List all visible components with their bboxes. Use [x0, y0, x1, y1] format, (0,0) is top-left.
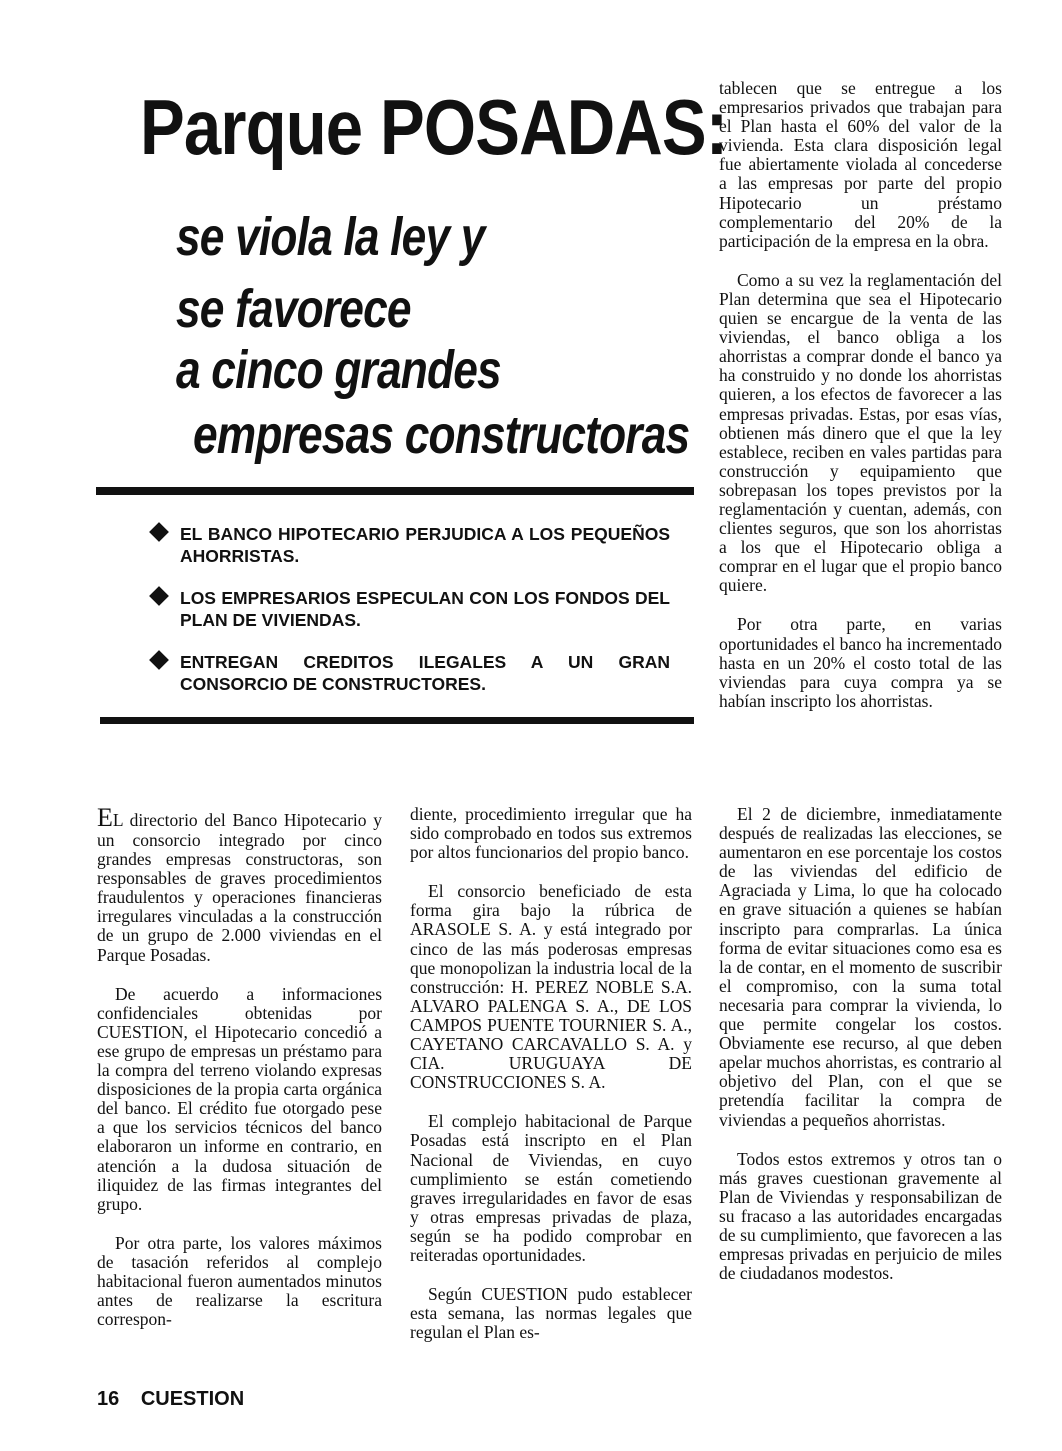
- paragraph: El complejo habitacional de Parque Posadas está inscripto en el Plan Nacional de Viviendas, en cuyo cumplimiento se están cometiendo graves irregularidades en favor de esas y otras empresas privadas de plaza, según se ha podido comprobar en reiteradas oportunidades.: [410, 1111, 692, 1265]
- diamond-bullet-icon: [149, 586, 169, 606]
- highlight-text: ENTREGAN CREDITOS ILEGALES A UN GRAN CONSORCIO DE CONSTRUCTORES.: [180, 652, 670, 694]
- article-column-1: [97, 805, 382, 1349]
- highlight-text: LOS EMPRESARIOS ESPECULAN CON LOS FONDOS DEL PLAN DE VIVIENDAS.: [180, 588, 670, 630]
- subtitle-line-4: empresas constructoras: [193, 405, 690, 465]
- paragraph: L directorio del Banco Hipotecario y un consorcio integrado por cinco grandes empresas constructoras, son responsables de graves procedimientos fraudulentos y operaciones financieras irregulares vinculadas a la construcción de un grupo de 2.000 viviendas en el Parque Posadas.: [97, 810, 382, 965]
- highlights-list: [150, 523, 670, 715]
- highlight-item: [150, 587, 670, 631]
- paragraph: Todos estos extremos y otros tan o más graves cuestionan gravemente al Plan de Viviendas y responsabilizan de su fracaso a las autoridades encargadas de su cumplimiento, que favorecen a las empresas privadas en perjuicio de miles de ciudadanos modestos.: [719, 1148, 1002, 1284]
- article-column-3-continued: [719, 805, 1002, 1303]
- subtitle-line-2: se favorece: [176, 279, 411, 339]
- paragraph: Según CUESTION pudo establecer esta semana, las normas legales que regulan el Plan es-: [410, 1284, 692, 1343]
- article-column-3: [719, 79, 1002, 731]
- headline-title: Parque POSADAS:: [140, 83, 728, 171]
- subtitle-line-3: a cinco grandes: [176, 340, 501, 400]
- page-number: 16: [97, 1388, 120, 1410]
- magazine-name: CUESTION: [140, 1388, 245, 1410]
- highlight-item: [150, 523, 670, 567]
- paragraph: El consorcio beneficiado de esta forma gira bajo la rúbrica de ARASOLE S. A. y está integrado por cinco de las más poderosas empresas que monopolizan la industria local de la construcción: H. PEREZ NOBLE S.A. ALVARO PALENGA S. A., DE LOS CAMPOS PUENTE TOURNIER S. A., CAYETANO CARCAVALLO S. A. y CIA. URUGUAYA DE CONSTRUCCIONES S. A.: [410, 881, 692, 1093]
- subtitle-line-1: se viola la ley y: [176, 207, 485, 267]
- highlight-text: EL BANCO HIPOTECARIO PERJUDICA A LOS PEQUEÑOS AHORRISTAS.: [180, 524, 670, 566]
- paragraph: Por otra parte, los valores máximos de tasación referidos al complejo habitacional fueron aumentados minutos antes de realizarse la escritura correspon-: [97, 1232, 382, 1330]
- paragraph: Como a su vez la reglamentación del Plan determina que sea el Hipotecario quien se encargue de la venta de las viviendas, el banco obliga a los ahorristas a comprar donde el banco ya ha construido y no donde los ahorristas quieren, a los efectos de favorecer a las empresas privadas. Estas, por esas vías, obtienen más dinero que el que la ley establece, reciben en vales partidas para construcción y equipamiento que sobrepasan los topes previstos por la reglamentación y cuentan, además, con clientes seguros, que son los ahorristas a los que el Hipotecario obliga a comprar en el lugar que el propio banco quiere.: [719, 269, 1002, 596]
- top-divider: [96, 487, 694, 495]
- paragraph: El 2 de diciembre, inmediatamente después de realizadas las elecciones, se aumentaron en ese porcentaje los costos de las viviendas del edificio de Agraciada y Lima, lo que ha colocado en grave situación a quienes se habían inscripto para comprarlas. La única forma de evitar situaciones como esa es la de contar, en el momento de suscribir el compromiso, con la suma total necesaria para comprar la vivienda, lo que permite congelar los costos. Obviamente ese recurso, al que deben apelar muchos ahorristas, es contrario al objetivo del Plan, con el que se pretendía facilitar la compra de viviendas a pequeños ahorristas.: [719, 804, 1002, 1130]
- paragraph: Por otra parte, en varias oportunidades el banco ha incrementado hasta en un 20% el costo total de las viviendas para cuya compra ya se habían inscripto los ahorristas.: [719, 614, 1002, 711]
- article-column-2: [410, 805, 692, 1362]
- diamond-bullet-icon: [149, 650, 169, 670]
- paragraph: De acuerdo a informaciones confidenciales obtenidas por CUESTION, el Hipotecario concedió a ese grupo de empresas un préstamo para la compra del terreno violando expresas disposiciones de la propia carta orgánica del banco. El crédito fue otorgado pese a que los servicios técnicos del banco elaboraron un informe en contrario, en atención a la dudosa situación de iliquidez de las firmas integrantes del grupo.: [97, 983, 382, 1214]
- diamond-bullet-icon: [149, 522, 169, 542]
- drop-cap: E: [97, 803, 113, 832]
- page-footer: [97, 1388, 244, 1411]
- highlight-item: [150, 651, 670, 695]
- paragraph: tablecen que se entregue a los empresarios privados que trabajan para el Plan hasta el 60% del valor de la vivienda. Esta clara disposición legal fue abiertamente violada al concederse a las empresas por parte del propio Hipotecario un préstamo complementario del 20% de la participación de la empresa en la obra.: [719, 78, 1002, 251]
- paragraph: diente, procedimiento irregular que ha sido comprobado en todos sus extremos por altos funcionarios del propio banco.: [410, 804, 692, 863]
- bottom-divider: [100, 717, 694, 724]
